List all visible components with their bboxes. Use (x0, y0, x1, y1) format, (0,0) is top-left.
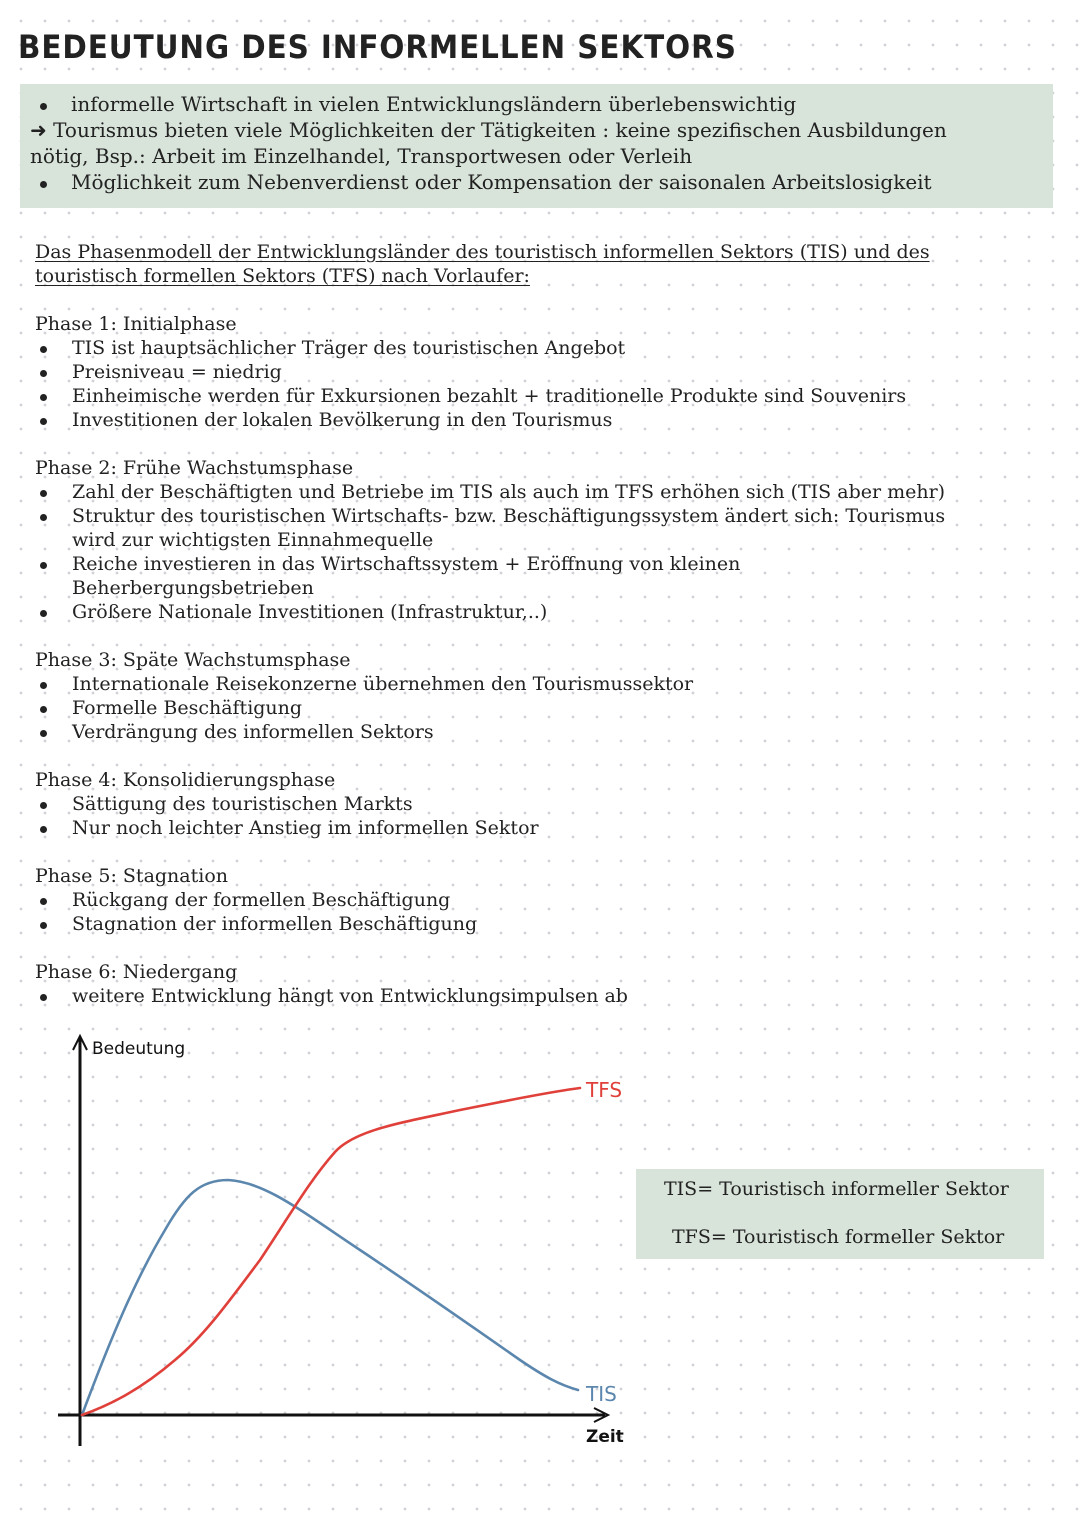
phase-title: Phase 4: Konsolidierungsphase (35, 769, 336, 791)
list-item: Stagnation der informellen Beschäftigung (35, 912, 477, 936)
list-item: Nur noch leichter Anstieg im informellen Sektor (35, 816, 539, 840)
bullet-icon (40, 181, 47, 188)
model-intro (35, 240, 930, 288)
tis-curve (82, 1180, 578, 1415)
phase-5 (35, 864, 477, 936)
list-item: weitere Entwicklung hängt von Entwicklungsimpulsen ab (35, 984, 628, 1008)
phase-3 (35, 648, 693, 744)
phase-title: Phase 3: Späte Wachstumsphase (35, 649, 351, 671)
tis-curve-label: TIS (586, 1382, 617, 1406)
page-title: BEDEUTUNG DES INFORMELLEN SEKTORS (18, 28, 737, 66)
summary-line-1: informelle Wirtschaft in vielen Entwicklungsländern überlebenswichtig (71, 92, 797, 116)
legend-box (636, 1169, 1044, 1259)
list-item: TIS ist hauptsächlicher Träger des touristischen Angebot (35, 336, 906, 360)
phase-title: Phase 5: Stagnation (35, 865, 229, 887)
list-item: Einheimische werden für Exkursionen bezahlt + traditionelle Produkte sind Souvenirs (35, 384, 906, 408)
intro-line-1: Das Phasenmodell der Entwicklungsländer des touristisch informellen Sektors (TIS) und des (35, 241, 930, 263)
phase-title: Phase 6: Niedergang (35, 961, 238, 983)
phase-4 (35, 768, 539, 840)
list-item: Größere Nationale Investitionen (Infrastruktur,..) (35, 600, 945, 624)
list-item: Struktur des touristischen Wirtschafts- bzw. Beschäftigungssystem ändert sich: Tourismus (35, 504, 945, 528)
list-item-continuation: wird zur wichtigsten Einnahmequelle (72, 529, 434, 551)
summary-line-2: ➜ Tourismus bieten viele Möglichkeiten der Tätigkeiten : keine spezifischen Ausbildungen (30, 118, 947, 142)
list-item: Formelle Beschäftigung (35, 696, 693, 720)
tfs-curve (82, 1088, 580, 1415)
phase-model-chart (0, 1030, 700, 1460)
y-axis-label: Bedeutung (92, 1039, 186, 1059)
list-item: Investitionen der lokalen Bevölkerung in den Tourismus (35, 408, 906, 432)
summary-box (20, 84, 1053, 208)
summary-line-4: Möglichkeit zum Nebenverdienst oder Kompensation der saisonalen Arbeitslosigkeit (71, 170, 932, 194)
legend-tis: TIS= Touristisch informeller Sektor (664, 1178, 1009, 1200)
bullet-icon (40, 103, 47, 110)
phase-2 (35, 456, 945, 624)
phase-title: Phase 2: Frühe Wachstumsphase (35, 457, 354, 479)
list-item: Sättigung des touristischen Markts (35, 792, 539, 816)
summary-line-3: nötig, Bsp.: Arbeit im Einzelhandel, Transportwesen oder Verleih (30, 144, 693, 168)
list-item: Preisniveau = niedrig (35, 360, 906, 384)
list-item: Zahl der Beschäftigten und Betriebe im TIS als auch im TFS erhöhen sich (TIS aber mehr) (35, 480, 945, 504)
phase-1 (35, 312, 906, 432)
intro-line-2: touristisch formellen Sektors (TFS) nach Vorlaufer: (35, 265, 530, 287)
list-item: Reiche investieren in das Wirtschaftssystem + Eröffnung von kleinen (35, 552, 945, 576)
x-axis-label: Zeit (586, 1427, 624, 1447)
tfs-curve-label: TFS (586, 1078, 623, 1102)
legend-tfs: TFS= Touristisch formeller Sektor (672, 1226, 1005, 1248)
list-item: Verdrängung des informellen Sektors (35, 720, 693, 744)
list-item-continuation: Beherbergungsbetrieben (72, 577, 314, 599)
list-item: Rückgang der formellen Beschäftigung (35, 888, 477, 912)
list-item: Internationale Reisekonzerne übernehmen den Tourismussektor (35, 672, 693, 696)
phase-6 (35, 960, 628, 1008)
phase-title: Phase 1: Initialphase (35, 313, 237, 335)
